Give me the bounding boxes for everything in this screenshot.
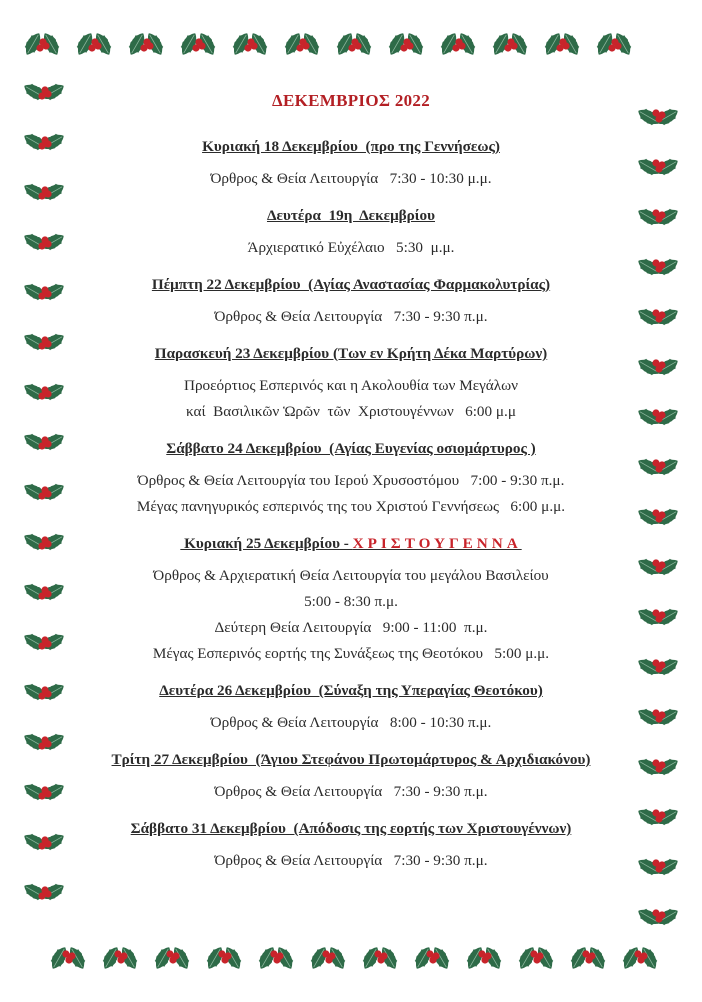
holly-berry-icon xyxy=(655,865,662,872)
holly-berry-icon xyxy=(299,38,306,45)
holly-berry-icon xyxy=(41,836,48,843)
service-day xyxy=(70,818,632,874)
holly-berry-icon xyxy=(41,236,48,243)
heading-date: Κυριακή 25 Δεκεμβρίου xyxy=(180,535,340,552)
holly-berry-icon xyxy=(585,956,592,963)
service-day xyxy=(70,438,632,520)
service-line: Προεόρτιος Εσπερινός και η Ακολουθία των Μεγάλων xyxy=(183,377,518,394)
holly-berry-icon xyxy=(41,886,48,893)
holly-berry-icon xyxy=(655,215,662,222)
service-line: Μέγας πανηγυρικός εσπερινός της του Χριστού Γεννήσεως 6:00 μ.μ. xyxy=(136,498,566,515)
holly-berry-icon xyxy=(559,38,566,45)
heading-date: Σάββατο 31 Δεκεμβρίου (Απόδοσις της εορτής των Χριστουγέννων) xyxy=(130,820,572,837)
service-day xyxy=(70,136,632,192)
holly-berry-icon xyxy=(655,665,662,672)
service-day xyxy=(70,680,632,736)
service-day xyxy=(70,343,632,425)
service-line: καί Βασιλικῶν Ὡρῶν τῶν Χριστουγέννων 6:00 μ.μ xyxy=(185,403,517,420)
holly-berry-icon xyxy=(655,465,662,472)
holly-berry-icon xyxy=(41,336,48,343)
service-line: Δεύτερη Θεία Λειτουργία 9:00 - 11:00 π.μ. xyxy=(214,619,488,636)
holly-berry-icon xyxy=(655,115,662,122)
holly-berry-icon xyxy=(41,736,48,743)
holly-berry-icon xyxy=(195,38,202,45)
holly-berry-icon xyxy=(41,686,48,693)
service-line: Όρθρος & Θεία Λειτουργία του Ιερού Χρυσοστόμου 7:00 - 9:30 π.μ. xyxy=(137,472,565,489)
holly-berry-icon xyxy=(169,956,176,963)
service-day-heading xyxy=(70,274,632,296)
schedule-document xyxy=(70,88,632,887)
service-day-heading xyxy=(70,533,632,555)
service-day xyxy=(70,749,632,805)
service-day xyxy=(70,205,632,261)
holly-berry-icon xyxy=(273,956,280,963)
heading-date: Παρασκευή 23 Δεκεμβρίου (Των εν Κρήτη Δέκα Μαρτύρων) xyxy=(154,345,548,362)
holly-berry-icon xyxy=(655,165,662,172)
service-day-heading xyxy=(70,680,632,702)
heading-date: Δευτέρα 19η Δεκεμβρίου xyxy=(266,207,435,224)
page-title: ΔΕΚΕΜΒΡΙΟΣ 2022 xyxy=(271,91,431,110)
holly-berry-icon xyxy=(41,386,48,393)
service-line: Όρθρος & Θεία Λειτουργία 7:30 - 9:30 π.μ. xyxy=(214,308,488,325)
heading-date: Δευτέρα 26 Δεκεμβρίου (Σύναξη της Υπεραγίας Θεοτόκου) xyxy=(159,682,543,699)
holly-berry-icon xyxy=(247,38,254,45)
service-line: Άρχιερατικό Εὐχέλαιο 5:30 μ.μ. xyxy=(247,239,455,256)
service-line: Μέγας Εσπερινός εορτής της Συνάξεως της Θεοτόκου 5:00 μ.μ. xyxy=(152,645,550,662)
holly-berry-icon xyxy=(41,786,48,793)
holly-berry-icon xyxy=(655,915,662,922)
service-line: Όρθρος & Θεία Λειτουργία 7:30 - 10:30 μ.μ. xyxy=(210,170,492,187)
service-day-heading xyxy=(70,343,632,365)
service-day xyxy=(70,274,632,330)
holly-berry-icon xyxy=(377,956,384,963)
christmas-accent: ΧΡΙΣΤΟΥΓΕΝΝΑ xyxy=(352,535,522,552)
holly-berry-icon xyxy=(41,136,48,143)
service-day-heading xyxy=(70,205,632,227)
holly-berry-icon xyxy=(221,956,228,963)
holly-berry-icon xyxy=(655,615,662,622)
holly-berry-icon xyxy=(41,586,48,593)
holly-berry-icon xyxy=(39,38,46,45)
holly-berry-icon xyxy=(65,956,72,963)
holly-berry-icon xyxy=(91,38,98,45)
holly-berry-icon xyxy=(533,956,540,963)
heading-date: Κυριακή 18 Δεκεμβρίου (προ της Γεννήσεως) xyxy=(202,138,500,155)
heading-date: Τρίτη 27 Δεκεμβρίου (Άγιου Στεφάνου Πρωτομάρτυρος & Αρχιδιακόνου) xyxy=(111,751,591,768)
holly-berry-icon xyxy=(655,265,662,272)
holly-berry-icon xyxy=(655,765,662,772)
service-line: Όρθρος & Θεία Λειτουργία 7:30 - 9:30 π.μ. xyxy=(214,852,488,869)
service-day-heading xyxy=(70,136,632,158)
holly-berry-icon xyxy=(41,536,48,543)
holly-berry-icon xyxy=(655,815,662,822)
service-line: Όρθρος & Αρχιερατική Θεία Λειτουργία του μεγάλου Βασιλείου xyxy=(153,567,549,584)
holly-berry-icon xyxy=(117,956,124,963)
holly-berry-icon xyxy=(637,956,644,963)
holly-berry-icon xyxy=(41,186,48,193)
holly-berry-icon xyxy=(41,636,48,643)
holly-berry-icon xyxy=(655,715,662,722)
holly-berry-icon xyxy=(41,86,48,93)
holly-berry-icon xyxy=(655,415,662,422)
service-line: Όρθρος & Θεία Λειτουργία 8:00 - 10:30 π.μ. xyxy=(210,714,492,731)
service-line: Όρθρος & Θεία Λειτουργία 7:30 - 9:30 π.μ. xyxy=(214,783,488,800)
service-day-heading xyxy=(70,438,632,460)
service-day xyxy=(70,533,632,667)
holly-berry-icon xyxy=(655,565,662,572)
holly-berry-icon xyxy=(41,486,48,493)
holly-berry-icon xyxy=(481,956,488,963)
holly-berry-icon xyxy=(655,515,662,522)
heading-separator: - xyxy=(339,535,353,552)
holly-berry-icon xyxy=(655,365,662,372)
holly-berry-icon xyxy=(41,286,48,293)
holly-berry-icon xyxy=(507,38,514,45)
holly-berry-icon xyxy=(403,38,410,45)
holly-berry-icon xyxy=(143,38,150,45)
heading-date: Πέμπτη 22 Δεκεμβρίου (Αγίας Αναστασίας Φαρμακολυτρίας) xyxy=(151,276,551,293)
service-day-heading xyxy=(70,818,632,840)
heading-date: Σάββατο 24 Δεκεμβρίου (Αγίας Ευγενίας οσιομάρτυρος ) xyxy=(166,440,536,457)
service-line: 5:00 - 8:30 π.μ. xyxy=(304,593,398,610)
holly-berry-icon xyxy=(429,956,436,963)
holly-berry-icon xyxy=(351,38,358,45)
service-day-heading xyxy=(70,749,632,771)
holly-berry-icon xyxy=(41,436,48,443)
holly-berry-icon xyxy=(455,38,462,45)
holly-berry-icon xyxy=(611,38,618,45)
holly-berry-icon xyxy=(325,956,332,963)
services-list xyxy=(70,136,632,874)
holly-berry-icon xyxy=(655,315,662,322)
